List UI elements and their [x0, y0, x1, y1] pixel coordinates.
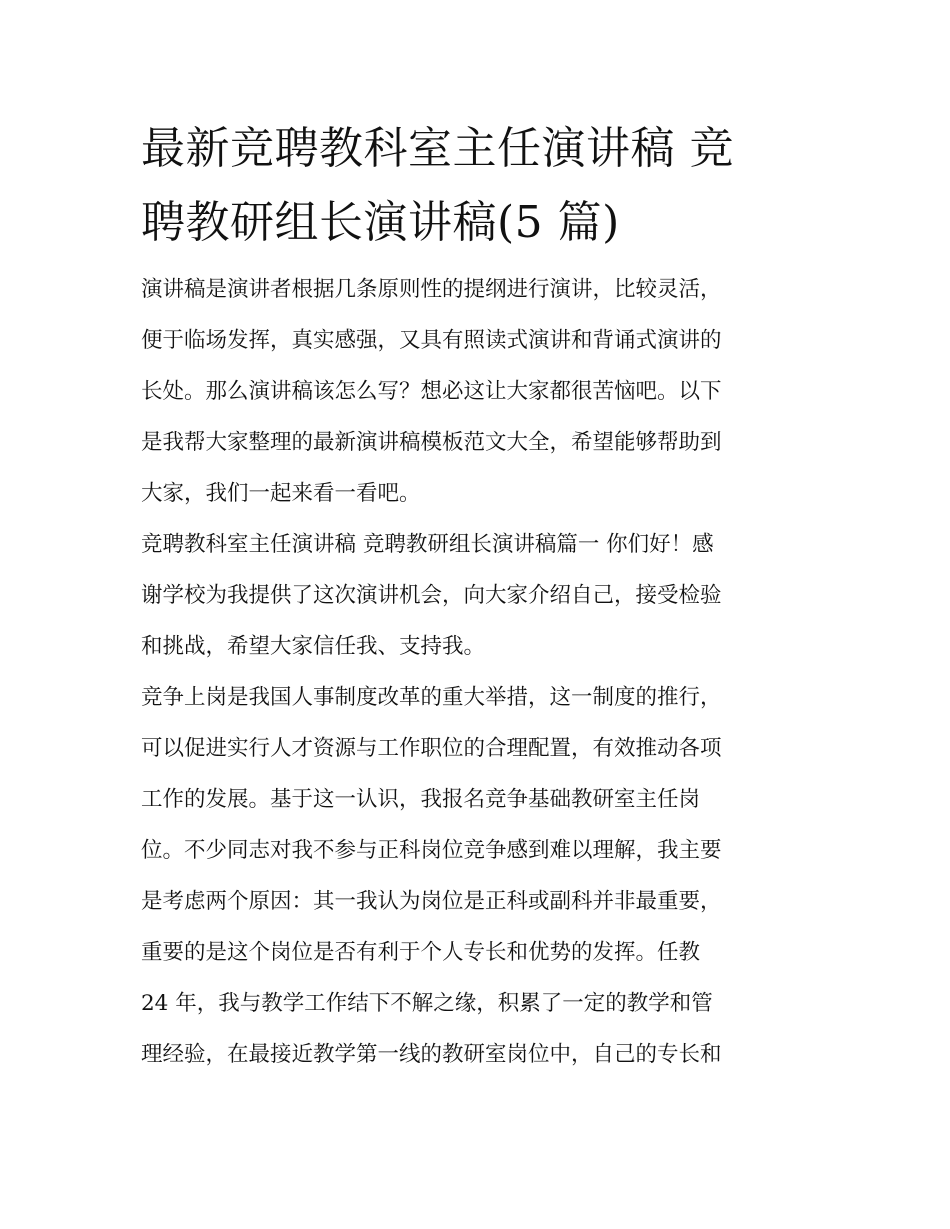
text-line: 是考虑两个原因：其一我认为岗位是正科或副科并非最重要，	[141, 889, 722, 914]
paragraph-greeting	[141, 519, 813, 672]
text-line: 便于临场发挥，真实感强，又具有照读式演讲和背诵式演讲的	[141, 328, 722, 353]
text-line: 可以促进实行人才资源与工作职位的合理配置，有效推动各项	[141, 736, 722, 761]
text-line: 工作的发展。基于这一认识，我报名竞争基础教研室主任岗	[141, 787, 701, 812]
text-line: 谢学校为我提供了这次演讲机会，向大家介绍自己，接受检验	[141, 583, 722, 608]
text-line: 位。不少同志对我不参与正科岗位竞争感到难以理解，我主要	[141, 838, 722, 863]
paragraph-intro	[141, 264, 813, 519]
text-line: 长处。那么演讲稿该怎么写？想必这让大家都很苦恼吧。以下	[141, 379, 722, 404]
text-line: 是我帮大家整理的最新演讲稿模板范文大全，希望能够帮助到	[141, 430, 722, 455]
paragraph-competition	[141, 672, 813, 1080]
text-line: 理经验，在最接近教学第一线的教研室岗位中，自己的专长和	[141, 1042, 722, 1067]
text-line: 大家，我们一起来看一看吧。	[141, 481, 421, 506]
text-line: 演讲稿是演讲者根据几条原则性的提纲进行演讲，比较灵活，	[141, 277, 722, 302]
title-line: 最新竞聘教科室主任演讲稿 竞	[141, 123, 734, 174]
document-content	[141, 112, 813, 1080]
text-line: 24 年，我与教学工作结下不解之缘，积累了一定的教学和管	[141, 991, 713, 1016]
document-title	[141, 112, 813, 260]
document-body	[141, 264, 813, 1080]
text-line: 竞聘教科室主任演讲稿 竞聘教研组长演讲稿篇一 你们好！感	[141, 532, 714, 557]
text-line: 和挑战，希望大家信任我、支持我。	[141, 634, 486, 659]
text-line: 竞争上岗是我国人事制度改革的重大举措，这一制度的推行，	[141, 685, 722, 710]
text-line: 重要的是这个岗位是否有利于个人专长和优势的发挥。任教	[141, 940, 701, 965]
title-line: 聘教研组长演讲稿(5 篇)	[141, 197, 620, 248]
